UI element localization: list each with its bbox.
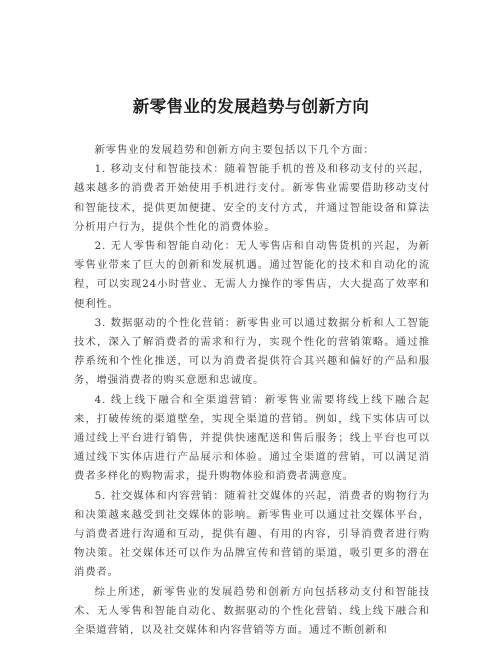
paragraph-mobile-payment: 1. 移动支付和智能技术：随着智能手机的普及和移动支付的兴起，越来越多的消费者开始使用手机进行支付。新零售业需要借助移动支付和智能技术，提供更加便捷、安全的支付方式，并通过智能设备和算法分析用户行为，提供个性化的消费体验。 (74, 163, 430, 233)
paragraph-summary: 综上所述，新零售业的发展趋势和创新方向包括移动支付和智能技术、无人零售和智能自动化、数据驱动的个性化营销、线上线下融合和全渠道营销，以及社交媒体和内容营销等方面。通过不断创新和 (74, 585, 430, 637)
document-title: 新零售业的发展趋势与创新方向 (132, 97, 370, 116)
paragraph-unmanned-retail: 2. 无人零售和智能自动化：无人零售店和自动售货机的兴起，为新零售业带来了巨大的创新和发展机遇。通过智能化的技术和自动化的流程，可以实现24小时营业、无需人力操作的零售店，大大提高了效率和便利性。 (74, 240, 430, 310)
intro-paragraph: 新零售业的发展趋势和创新方向主要包括以下几个方面： (94, 144, 375, 156)
paragraph-data-driven-marketing: 3. 数据驱动的个性化营销：新零售业可以通过数据分析和人工智能技术，深入了解消费者的需求和行为，实现个性化的营销策略。通过推荐系统和个性化推送，可以为消费者提供符合其兴趣和偏好的产品和服务，增强消费者的购买意愿和忠诚度。 (74, 316, 430, 387)
document-body (74, 141, 430, 640)
paragraph-omnichannel: 4. 线上线下融合和全渠道营销：新零售业需要将线上线下融合起来，打破传统的渠道壁垒，实现全渠道的营销。例如，线下实体店可以通过线上平台进行销售，并提供快速配送和售后服务；线上平台也可以通过线下实体店进行产品展示和体验。通过全渠道的营销，可以满足消费者多样化的购物需求，提升购物体验和消费者满意度。 (74, 393, 430, 483)
paragraph-social-media: 5. 社交媒体和内容营销：随着社交媒体的兴起，消费者的购物行为和决策越来越受到社交媒体的影响。新零售业可以通过社交媒体平台，与消费者进行沟通和互动，提供有趣、有用的内容，引导消费者进行购物决策。社交媒体还可以作为品牌宣传和营销的渠道，吸引更多的潜在消费者。 (74, 489, 430, 579)
